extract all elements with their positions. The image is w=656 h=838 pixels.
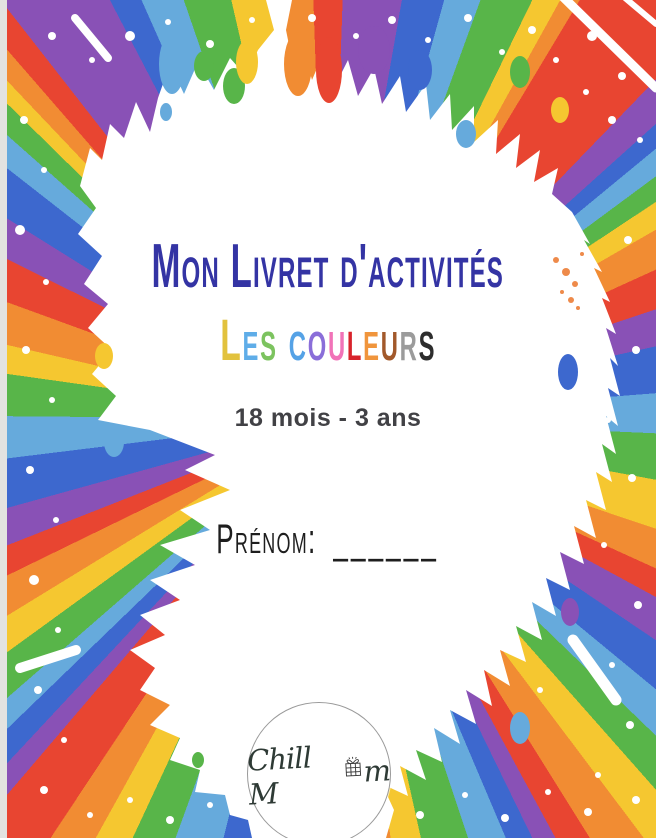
name-blank-field: ______ bbox=[333, 515, 440, 562]
name-label: Prénom: bbox=[216, 515, 317, 562]
subtitle-colored-letters: Les couleurs bbox=[219, 308, 436, 373]
chill-mom-logo bbox=[247, 702, 391, 838]
age-range-label: 18 mois - 3 ans bbox=[234, 404, 422, 432]
page-title bbox=[0, 232, 656, 301]
chill-mom-logo-text bbox=[246, 736, 391, 811]
subtitle-les-couleurs bbox=[0, 308, 656, 373]
page-title-text: Mon Livret d'activités bbox=[151, 232, 505, 301]
gift-icon bbox=[343, 755, 363, 780]
brand-text-left: Chill M bbox=[246, 740, 312, 812]
name-line-text bbox=[216, 515, 440, 562]
brand-text-right: m bbox=[362, 753, 391, 789]
name-line bbox=[0, 515, 656, 562]
